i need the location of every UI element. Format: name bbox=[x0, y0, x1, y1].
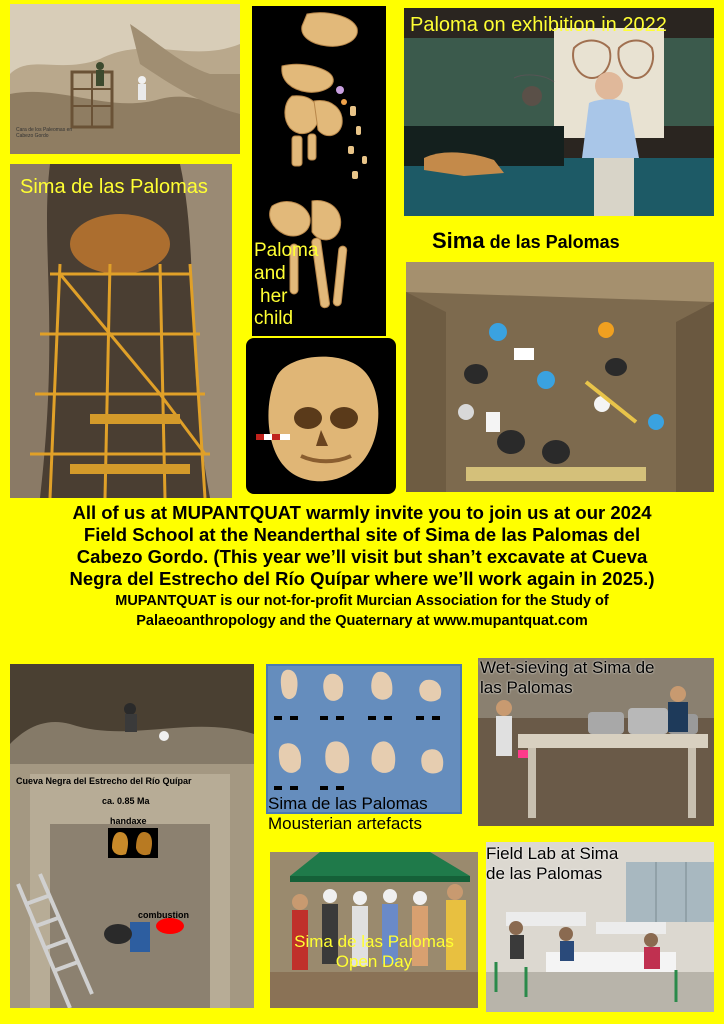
photo-cueva-negra bbox=[10, 664, 254, 1008]
shaft-caption: Sima de las Palomas bbox=[20, 176, 208, 198]
field-lab-caption-line1: Field Lab at Sima bbox=[486, 844, 619, 863]
photo-field-lab bbox=[486, 842, 714, 1012]
handaxe-image bbox=[108, 828, 158, 858]
sima-heading-bold: Sima bbox=[432, 228, 485, 253]
skeleton-caption bbox=[254, 240, 318, 331]
photo-skull bbox=[246, 338, 396, 494]
artefacts-caption-line1: Sima de las Palomas bbox=[268, 794, 428, 813]
field-lab-caption-line2: de las Palomas bbox=[486, 863, 603, 883]
sima-heading-rest: de las Palomas bbox=[484, 232, 620, 252]
photo-artefacts bbox=[266, 664, 462, 814]
combustion-caption: combustion bbox=[138, 910, 189, 920]
skeleton-caption-line2: and bbox=[254, 262, 286, 284]
invitation-line3: Cabezo Gordo. (This year we’ll visit but shan’t excavate at Cueva bbox=[76, 546, 648, 567]
skeleton-caption-line1: Paloma bbox=[254, 240, 319, 261]
invitation-sub2: Palaeoanthropology and the Quaternary at www.mupantquat.com bbox=[136, 613, 588, 629]
artefacts-caption-line2: Mousterian artefacts bbox=[268, 813, 423, 833]
photo-shaft-scaffold bbox=[10, 164, 232, 498]
handaxe-caption: handaxe bbox=[110, 816, 147, 826]
wet-sieving-caption-line2: las Palomas bbox=[480, 677, 573, 697]
photo-excavation bbox=[406, 262, 714, 492]
skeleton-caption-line4: child bbox=[254, 308, 294, 330]
invitation-line4: Negra del Estrecho del Río Quípar where we’ll work again in 2025.) bbox=[69, 568, 655, 589]
age-caption: ca. 0.85 Ma bbox=[102, 796, 150, 806]
open-day-caption bbox=[270, 932, 478, 971]
photo-exhibition bbox=[404, 8, 714, 216]
photo-open-day bbox=[270, 852, 478, 1008]
invitation-line1: All of us at MUPANTQUAT warmly invite you to join us at our 2024 bbox=[72, 502, 652, 523]
invitation-line2: Field School at the Neanderthal site of Sima de las Palomas del bbox=[83, 524, 641, 545]
skeleton-caption-line3: her bbox=[260, 285, 288, 307]
wet-sieving-caption-line1: Wet-sieving at Sima de bbox=[480, 658, 655, 677]
field-lab-caption bbox=[486, 844, 618, 883]
cueva-negra-caption: Cueva Negra del Estrecho del Río Quípar bbox=[16, 776, 192, 786]
open-day-caption-line2: Open Day bbox=[335, 951, 413, 971]
exhibition-caption: Paloma on exhibition in 2022 bbox=[410, 14, 667, 36]
photo-credit-text: Cara de los Paleomas en Cabezo Gordo bbox=[16, 127, 73, 139]
photo-wet-sieving bbox=[478, 658, 714, 826]
artefacts-caption bbox=[268, 794, 428, 833]
photo-hillside-scaffold bbox=[10, 4, 240, 154]
invitation-block bbox=[8, 502, 716, 631]
wet-sieving-caption bbox=[480, 658, 654, 697]
sima-heading bbox=[432, 228, 620, 254]
open-day-caption-line1: Sima de las Palomas bbox=[294, 932, 454, 951]
invitation-sub1: MUPANTQUAT is our not-for-profit Murcian Association for the Study of bbox=[115, 593, 609, 609]
